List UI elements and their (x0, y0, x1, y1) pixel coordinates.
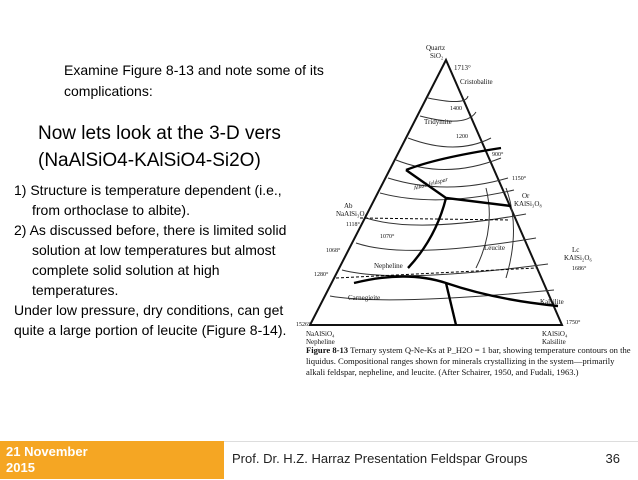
left-formula: NaAlSiO₄ (306, 330, 335, 338)
heading-line-2: (NaAlSiO4-KAlSiO4-Si2O) (38, 150, 261, 171)
footer (0, 441, 638, 479)
footer-date-box (0, 441, 224, 479)
carnegieite-label: Carnegieite (348, 294, 381, 302)
isotherm-1070: 1070° (380, 234, 395, 240)
isotherm-1280: 1280° (314, 272, 329, 278)
intro-line-1: Examine Figure 8-13 and note some of its (64, 62, 324, 78)
isotherm-900: 900° (492, 152, 504, 158)
right-formula: KAlSiO₄ (542, 330, 568, 338)
figure-caption (306, 345, 632, 378)
isotherm-curves (330, 96, 554, 300)
slide-heading (38, 120, 318, 174)
alkali-feldspar-label: Alkali feldspar (412, 176, 449, 192)
footer-date: 21 November 2015 (6, 444, 88, 475)
isotherm-1400: 1400 (450, 106, 462, 112)
or-label: Or (522, 192, 530, 200)
nepheline-label: Nepheline (374, 262, 403, 270)
right-temp: 1750° (566, 320, 581, 326)
page-number: 36 (605, 451, 620, 466)
isotherm-1068: 1068° (326, 248, 341, 254)
left-name: Nepheline (306, 338, 335, 346)
footer-title: Prof. Dr. H.Z. Harraz Presentation Feldspar Groups (232, 451, 528, 466)
or-temp: 1150° (512, 176, 527, 182)
leucite-label: Leucite (484, 244, 505, 252)
left-temp: 1526° (296, 322, 311, 328)
ab-formula: NaAlSi₃O₈ (336, 210, 367, 218)
lc-label: Lc (572, 246, 580, 254)
isotherm-1200: 1200 (456, 134, 468, 140)
heading-line-1: Now lets look at the 3-D vers (38, 123, 281, 144)
caption-figure-label: Figure 8-13 (306, 345, 349, 355)
note-item-3: Under low pressure, dry conditions, can get quite a large portion of leucite (Figure 8-14). (14, 302, 287, 338)
kalsilite-label: Kalsilite (540, 298, 564, 306)
quartz-temp: 1713° (454, 64, 471, 72)
or-formula: KAlSi₃O₈ (514, 200, 542, 208)
cristobalite-label: Cristobalite (460, 78, 493, 86)
note-item-1: 1) Structure is temperature dependent (i.e., from orthoclase to albite). (14, 182, 282, 218)
lc-temp: 1686° (572, 266, 587, 272)
note-item-2: 2) As discussed before, there is limited solid solution at low temperatures but almost complete solid solution at high temperatures. (14, 222, 287, 298)
ab-label: Ab (344, 202, 353, 210)
ab-temp: 1118° (346, 222, 360, 228)
quartz-label: Quartz (426, 44, 446, 52)
intro-line-2: complications: (64, 83, 153, 99)
lc-formula: KAlSi₂O₆ (564, 254, 592, 262)
right-name: Kalsilite (542, 338, 566, 346)
notes-list (14, 180, 299, 340)
feldspar-join (360, 218, 510, 220)
quartz-formula: SiO₂ (430, 52, 444, 60)
caption-text: Ternary system Q-Ne-Ks at P_H2O = 1 bar, showing temperature contours on the liquidus. Compositional ranges shown for minerals crystallizing in the system—primarily alkali feldspar, nepheline, and leucite. (After Schairer, 1950, and Fudali, 1963.) (306, 345, 631, 377)
tridymite-label: Tridymite (424, 118, 452, 126)
footer-main (224, 441, 638, 480)
